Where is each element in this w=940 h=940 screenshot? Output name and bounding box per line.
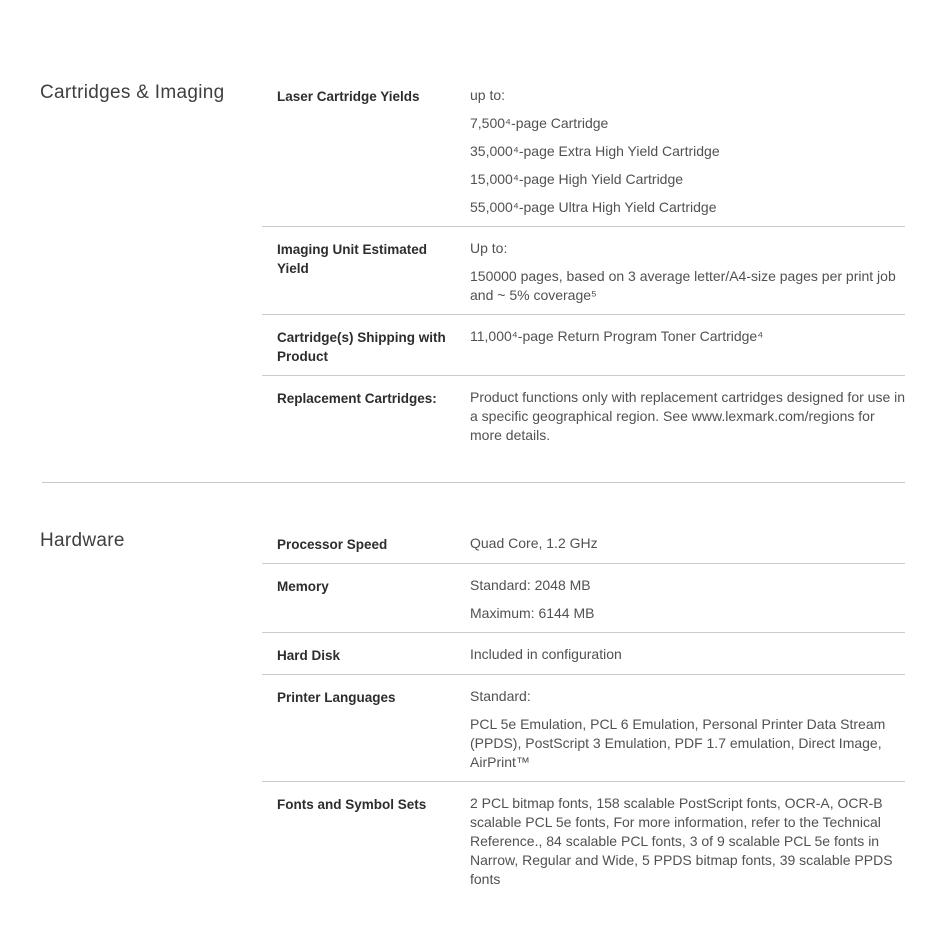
spec-value-paragraph: Product functions only with replacement cartridges designed for use in a specific geographical region. See www.lexmark.com/regions for more details. [470,389,906,443]
spec-row-fonts-and-symbol-sets [262,782,905,898]
spec-label: Processor Speed [277,537,388,552]
spec-row-processor-speed [262,528,905,564]
spec-label: Laser Cartridge Yields [277,89,420,104]
spec-value-paragraph: 11,000⁴-page Return Program Toner Cartridge⁴ [470,328,764,344]
spec-value-paragraph: Up to: [470,240,508,256]
spec-table-cartridges-imaging [262,80,905,454]
spec-value-paragraph: 55,000⁴-page Ultra High Yield Cartridge [470,199,717,215]
spec-value-paragraph: up to: [470,87,506,103]
spec-row-memory [262,564,905,633]
spec-value-paragraph: 2 PCL bitmap fonts, 158 scalable PostScript fonts, OCR-A, OCR-B scalable PCL 5e fonts, For more information, refer to the Technical Reference., 84 scalable PCL fonts, 3 of 9 scalable PCL 5e fonts in Narrow, Regular and Wide, 5 PPDS bitmap fonts, 39 scalable PPDS fonts [470,795,893,887]
spec-value-paragraph: Quad Core, 1.2 GHz [470,535,598,551]
spec-table-hardware [262,528,905,898]
spec-value-paragraph: Included in configuration [470,646,622,662]
spec-value [470,327,905,346]
spec-value [470,645,905,664]
spec-value [470,388,905,445]
section-hardware [40,528,905,898]
spec-label: Memory [277,579,329,594]
spec-value [470,239,905,305]
spec-value [470,576,905,623]
spec-label: Imaging Unit Estimated Yield [277,242,428,276]
spec-value [470,86,905,217]
section-cartridges-imaging [40,80,905,454]
spec-label: Hard Disk [277,648,341,663]
spec-value [470,794,905,889]
spec-label: Cartridge(s) Shipping with Product [277,330,446,364]
spec-label: Printer Languages [277,690,396,705]
spec-label: Fonts and Symbol Sets [277,797,427,812]
section-divider [42,482,905,483]
spec-value-paragraph: 150000 pages, based on 3 average letter/A4-size pages per print job and ~ 5% coverage⁵ [470,268,896,303]
spec-value [470,534,905,553]
spec-value-paragraph: PCL 5e Emulation, PCL 6 Emulation, Personal Printer Data Stream (PPDS), PostScript 3 Emulation, PDF 1.7 emulation, Direct Image, AirPrint™ [470,716,886,770]
section-title-hardware: Hardware [40,530,125,551]
spec-value-paragraph: 15,000⁴-page High Yield Cartridge [470,171,684,187]
spec-value-paragraph: Standard: [470,688,531,704]
spec-row-hard-disk [262,633,905,675]
spec-row-cartridges-shipping-with-product [262,315,905,376]
spec-value-paragraph: Standard: 2048 MB [470,577,591,593]
spec-value-paragraph: 7,500⁴-page Cartridge [470,115,609,131]
section-title-cartridges-imaging: Cartridges & Imaging [40,82,225,103]
spec-row-printer-languages [262,675,905,782]
spec-row-laser-cartridge-yields [262,80,905,227]
spec-label: Replacement Cartridges: [277,391,437,406]
spec-value-paragraph: 35,000⁴-page Extra High Yield Cartridge [470,143,720,159]
spec-value [470,687,905,772]
spec-row-imaging-unit-estimated-yield [262,227,905,315]
spec-row-replacement-cartridges [262,376,905,454]
spec-value-paragraph: Maximum: 6144 MB [470,605,595,621]
